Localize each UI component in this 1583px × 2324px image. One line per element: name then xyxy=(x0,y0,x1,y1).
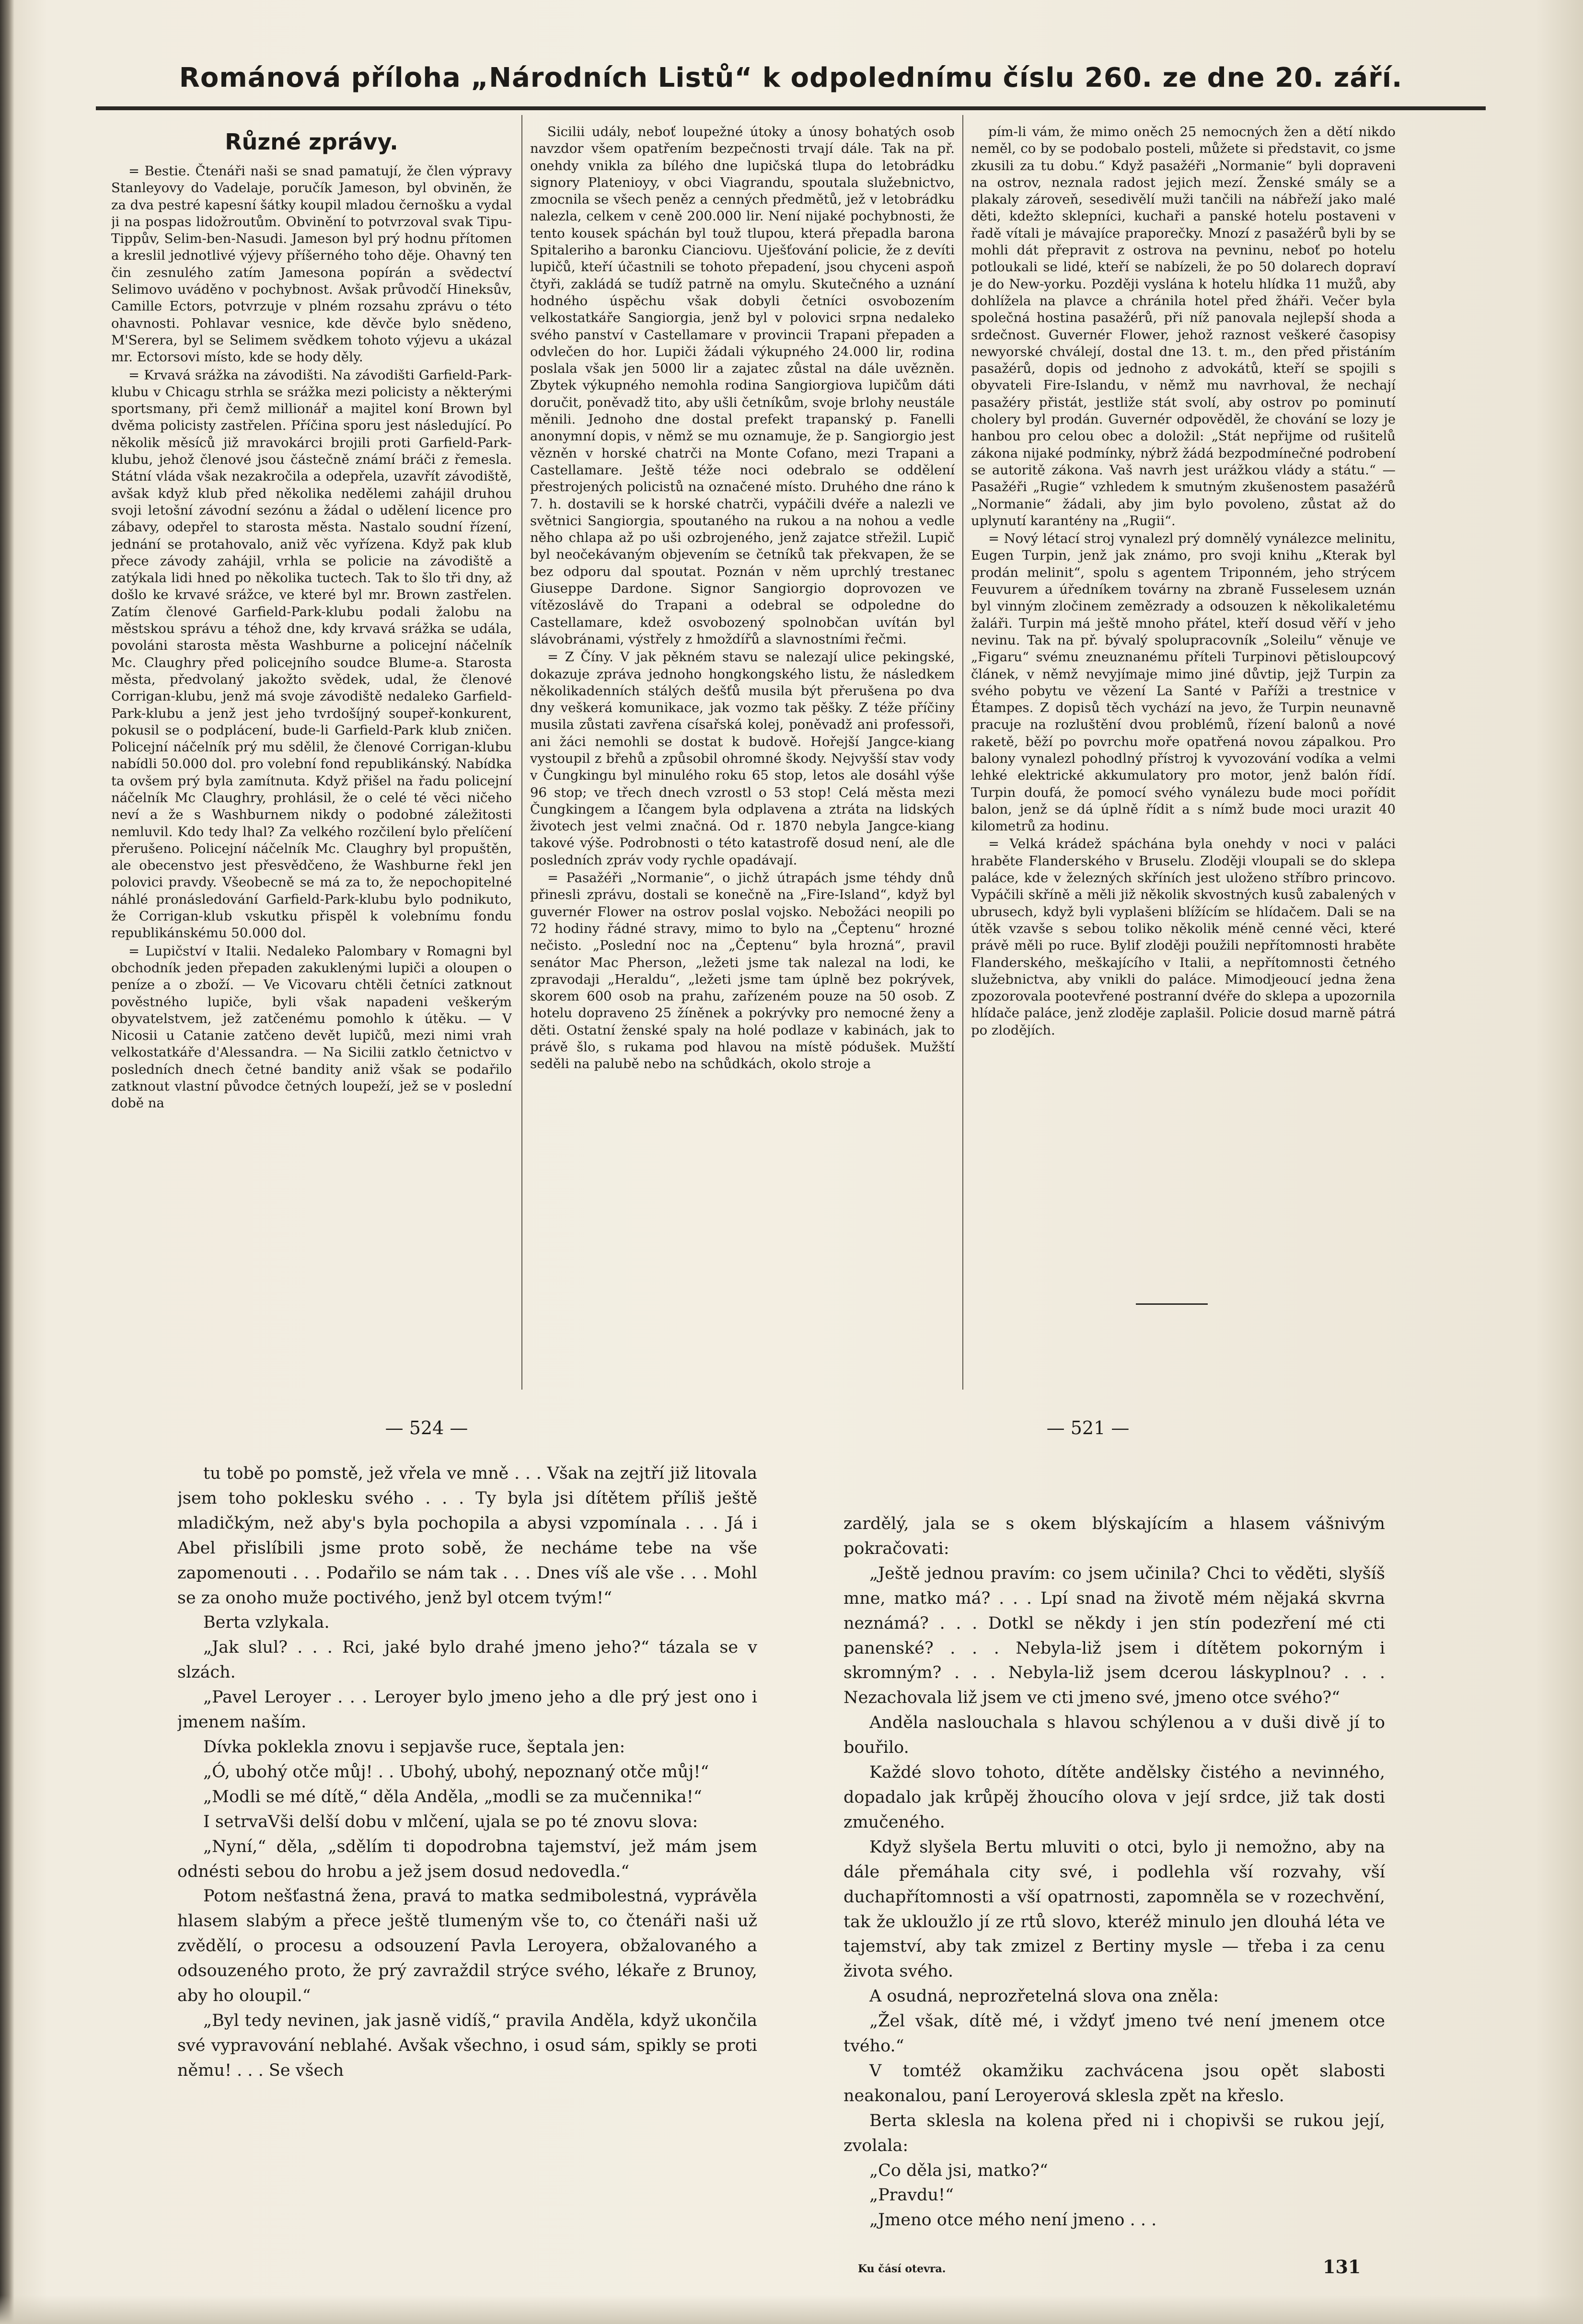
story-paragraph: „Ó, ubohý otče můj! . . Ubohý, ubohý, nepoznaný otče můj!“ xyxy=(203,1762,709,1782)
news-item: = Z Číny. V jak pěkném stavu se nalezají ulice pekingské, dokazuje zpráva jednoho hongkongského listu, že následkem několikadenních stálých dešťů musila být přerušena po dva dny veškerá komunikace, jak vozmo tak pěšky. Z téže příčiny musila zůstati zavřena císařská kolej, poněvadž ani professoři, ani žáci nemohli se dostat k budově. Hořejší Jangce-kiang vystoupil z břehů a způsobil ohromné škody. Nejvyšší stav vody v Čungkingu byl minulého roku 65 stop, letos ale dosáhl výše 96 stop; ve třech dnech vzrostl o 53 stop! Celá města mezi Čungkingem a Ičangem byla odplavena a ztráta na lidských životech jest velmi značná. Od r. 1870 nebyla Jangce-kiang takové výše. Podrobnosti o této katastrofě dosud není, ale dle posledních zpráv vody rychle opadávají. xyxy=(530,649,955,868)
story-paragraph: „Byl tedy nevinen, jak jasně vidíš,“ pravila Anděla, když ukončila své vypravování neblahé. Avšak všechno, i osud sám, spikly se proti němu! . . . Se všech xyxy=(177,2011,757,2080)
story-paragraph: „Ještě jednou pravím: co jsem učinila? Chci to věděti, slyšíš mne, matko má? . . . Lpí snad na životě mém nějaká skvrna neznámá? . . . Dotkl se někdy i jen stín podezření mé cti panenské? . . . Nebyla-liž jsem i dítětem pokorným i skromným? . . . Nebyla-liž jsem dcerou láskyplnou? . . . Nezachovala liž jsem ve cti jmeno své, jmeno otce svého?“ xyxy=(843,1564,1385,1708)
binding-edge xyxy=(0,0,14,2324)
story-paragraph: Anděla naslouchala s hlavou schýlenou a v duši divě jí to bouřilo. xyxy=(843,1713,1385,1758)
column-divider xyxy=(521,115,522,1390)
end-rule xyxy=(1136,1303,1208,1305)
news-item: pím-li vám, že mimo oněch 25 nemocných žen a dětí nikdo neměl, co by se podobalo posteli, můžete si představit, co jsme zkusili za tu dobu.“ Když pasažéři „Normanie“ byli dopraveni na ostrov, neznala radost jejich mezí. Ženské smály se a plakaly zároveň, sesedivělí muži tančili na nábřeží jako malé děti, kdežto sklepníci, kuchaři a panské hotelu postaveni v řadě vítali je mávajíce praporečky. Mnozí z pasažérů byli by se mohli dát přepravit z ostrova na pevninu, neboť po hotelu potloukali se lidé, kteří se nabízeli, že po 50 dolarech dopraví je do New-yorku. Později vyslána k hotelu hlídka 11 mužů, aby dohlížela na plavce a chránila hotel před žháři. Večer byla společná hostina pasažérů, při níž panovala nejlepší shoda a srdečnost. Guvernér Flower, jehož raznost veškeré časopisy newyorské chválejí, dostal dne 13. t. m., den před přistáním pasažérů, dopis od jednoho z advokátů, kteří se spojili s obyvateli Fire-Islandu, v němž mu navrhoval, že nechají pasažéry přistát, jestliže stát svolí, aby ostrov po pominutí cholery byl prodán. Guvernér odpověděl, že chování se lozy je hanbou pro celou obec a doložil: „Stát nepřijme od rušitelů zákona nijaké podmínky, nýbrž žádá bezpodmínečné podrobení se autoritě zákona. Vaš navrh jest urážkou vlády a státu.“ — Pasažéři „Rugie“ vzhledem k smutným zkušenostem pasažérů „Normanie“ žádali, aby jim bylo povoleno, zůstat až do uplynutí karantény na „Rugii“. xyxy=(971,124,1396,529)
story-paragraph: V tomtéž okamžiku zachvácena jsou opět slabosti neakonalou, paní Leroyerová sklesla zpět na křeslo. xyxy=(843,2061,1385,2105)
news-item: = Krvavá srážka na závodišti. Na závodišti Garfield-Park-klubu v Chicagu strhla se srážka mezi policisty a některými sportsmany, při čemž millionář a majitel koní Brown byl dvěma policisty zastřelen. Příčina sporu jest následující. Po několik měsíců již mravokárci brojili proti Garfield-Park-klubu, jehož členové jsou částečně známí bráči z řemesla. Státní vláda však nezakročila a odepřela, uzavřít závodiště, avšak když klub před několika nedělemi zahájil druhou svoji letošní závodní sezónu a žádal o udělení licence pro zábavy, odepřel to starosta města. Nastalo soudní řízení, jednání se protahovalo, aniž věc vyřízena. Když pak klub přece závody zahájil, vrhla se policie na závodiště a zatýkala lidi hned po několika tuctech. Tak to šlo tři dny, až došlo ke krvavé srážce, ve které byl mr. Brown zastřelen. Zatím členové Garfield-Park-klubu podali žalobu na městskou správu a téhož dne, kdy krvavá srážka se udála, povoláni starosta města Washburne a policejní náčelník Mc. Claughry před policejního soudce Blume-a. Starosta města, předvolaný jakožto svědek, udal, že členové Corrigan-klubu, jenž má svoje závodiště nedaleko Garfield-Park-klubu a jenž jest jeho tvrdošíjný soupeř-konkurent, pokusil se o podplácení, bude-li Garfield-Park klub zničen. Policejní náčelník prý mu sdělil, že členové Corrigan-klubu nabídli 50.000 dol. pro volební fond republikánský. Nabídka ta ovšem prý byla zamítnuta. Když přišel na řadu policejní náčelník Mc Claughry, prohlásil, že o celé té věci ničeho neví a že s Washburnem nikdy o podobné záležitosti nemluvil. Kdo tedy lhal? Za velkého rozčilení bylo přelíčení přerušeno. Policejní náčelník Mc. Claughry byl propuštěn, ale obecenstvo jest přesvědčeno, že Washburne řekl jen polovici pravdy. Všeobecně se má za to, že nepochopitelné náhlé pronásledování Garfield-Park-klubu bylo podnikuto, že Corrigan-klub vskutku přispěl k volebnímu fondu republikánskému 50.000 dol. xyxy=(111,367,512,941)
folio-right: — 521 — xyxy=(1046,1417,1130,1438)
column-divider xyxy=(962,115,963,1390)
story-paragraph: „Co děla jsi, matko?“ xyxy=(869,2161,1048,2180)
story-paragraph: „Jak slul? . . . Rci, jaké bylo drahé jmeno jeho?“ tázala se v slzách. xyxy=(177,1638,757,1682)
story-paragraph: Potom nešťastná žena, pravá to matka sedmibolestná, vyprávěla hlasem slabým a přece ještě tlumeným vše to, co čtenáři naši už zvědělí, o procesu a odsouzení Pavla Leroyera, obžalovaného a odsouzeného proto, že prý zavraždil strýce svého, lékaře z Brunoy, aby ho oloupil.“ xyxy=(177,1887,757,2006)
story-paragraph: I setrvaVši delší dobu v mlčení, ujala se po té znovu slova: xyxy=(203,1812,698,1831)
continuation-note: Ku čásí otevra. xyxy=(858,2263,946,2275)
header-rule xyxy=(96,106,1486,110)
story-paragraph: Berta vzlykala. xyxy=(203,1613,330,1633)
story-paragraph: Dívka poklekla znovu i sepjavše ruce, šeptala jen: xyxy=(203,1737,625,1757)
story-paragraph: Berta sklesla na kolena před ni i chopivši se rukou její, zvolala: xyxy=(843,2111,1385,2155)
story-paragraph: „Pavel Leroyer . . . Leroyer bylo jmeno jeho a dle prý jest ono i jmenem naším. xyxy=(177,1688,757,1732)
page-header: Románová příloha „Národních Listů“ k odpolednímu číslu 260. ze dne 20. září. xyxy=(179,62,1403,93)
paper-bottom-edge xyxy=(0,2295,1583,2324)
story-paragraph: tu tobě po pomstě, jež vřela ve mně . . . Však na zejtří již litovala jsem toho poklesku svého . . . Ty byla jsi dítětem příliš ještě mladičkým, než aby's byla pochopila a abysi vzpomínala . . . Já i Abel přislíbili jsme proto sobě, že necháme tebe na vše zapomenouti . . . Podařilo se nám tak . . . Dnes víš ale vše . . . Mohl se za onoho muže poctivého, jenž byl otcem tvým!“ xyxy=(177,1464,757,1608)
novel-left-page xyxy=(177,1461,757,2295)
story-paragraph: „Modli se mé dítě,“ děla Anděla, „modli se za mučennika!“ xyxy=(203,1787,702,1806)
story-paragraph: „Žel však, dítě mé, i vždyť jmeno tvé není jmenem otce tvého.“ xyxy=(843,2012,1385,2056)
story-paragraph: Každé slovo tohoto, dítěte andělsky čistého a nevinného, dopadalo jak krůpěj žhoucího olova v její srdce, již tak dosti zmučeného. xyxy=(843,1763,1385,1832)
page-number: 131 xyxy=(1323,2256,1361,2278)
news-item: = Velká krádež spáchána byla onehdy v noci v paláci hraběte Flanderského v Bruselu. Zloději vloupali se do sklepa paláce, kde v železných skříních jest uloženo stříbro princovo. Vypáčili skříně a měli již několik skvostných kusů zabalených v ubrusech, když byli vyplašeni blížícím se hlídačem. Dali se na útěk vzavše s sebou toliko několik méně cenné věci, které právě měli po ruce. Bylif zloději použili nepřítomnosti hraběte Flanderského, meškajícího v Italii, a nepřítomnosti četného služebnictva, aby vnikli do paláce. Mimodjeoucí jedna žena zpozorovala pootevřené postranní dvéře do sklepa a upozornila hlídače paláce, jenž zloděje zaplašil. Policie dosud marně pátrá po zlodějích. xyxy=(971,836,1396,1038)
news-item: = Bestie. Čtenáři naši se snad pamatují, že člen výpravy Stanleyovy do Vadelaje, poručík Jameson, byl obviněn, že za dva pestré kapesní šátky koupil mladou černošku a vydal ji na pospas lidožroutům. Obvinění to potvrzoval svak Tipu-Tippův, Selim-ben-Nasudi. Jameson byl prý hodnu přítomen a kreslil jednotlivé výjevy příšerného toho děje. Ohavný ten čin zesnulého zatím Jamesona popírán a svědectví Selimovo uváděno v pochybnost. Avšak průvodčí Hineksův, Camille Ectors, potvrzuje v plném rozsahu zprávu o této ohavnosti. Pohlavar vesnice, kde děvče bylo snědeno, M'Serera, byl se Selimem svědkem tohoto výjevu a ukázal mr. Ectorsovi místo, kde se hody děly. xyxy=(111,163,512,365)
news-item: = Nový létací stroj vynalezl prý domnělý vynálezce melinitu, Eugen Turpin, jenž jak známo, pro svoji knihu „Kterak byl prodán melinit“, spolu s agentem Triponném, jeho strýcem Feuvurem a úředníkem továrny na zbraně Fusselesem uznán byl vinným zločinem zemězrady a odsouzen k několikaletému žaláři. Turpin má ještě mnoho přátel, kteří dosud věří v jeho nevinu. Tak na př. bývalý spolupracovník „Soleilu“ věnuje ve „Figaru“ svému zneuznanému příteli Turpinovi pětisloupcový článek, v němž nevyjímaje mimo jiné důvtip, jejž Turpin za svého pobytu ve vězení La Santé v Paříži a trestnice v Étampes. Z dopisů těch vychází na jevo, že Turpin neunavně pracuje na rozluštění dvou problémů, řízení balonů a nové raketě, běží po povrchu moře opatřená novou zápalkou. Pro balony vynalezl pohodlný přístroj k vyvozování vodíka a velmi lehké elektrické akkumulatory pro motor, jenž balón řídí. Turpin doufá, že pomocí svého vynálezu bude moci pořídit balon, jenž se dá úplně řídit a s nímž bude moci urazit 40 kilometrů za hodinu. xyxy=(971,531,1396,834)
left-column xyxy=(111,124,512,1389)
section-title: Různé zprávy. xyxy=(225,129,398,155)
story-paragraph: „Nyní,“ děla, „sdělím ti dopodrobna tajemství, jež mám jsem odnésti sebou do hrobu a jež jsem dosud nedovedla.“ xyxy=(177,1837,757,1881)
novel-right-page xyxy=(843,1512,1385,2259)
news-item: = Pasažéři „Normanie“, o jichž útrapách jsme téhdy dnů přinesli zprávu, dostali se konečně na „Fire-Island“, když byl guvernér Flower na ostrov poslal vojsko. Nebožáci neopili po 72 hodiny řádné stravy, mimo to bylo na „Čeptenu“ hrozné nečisto. „Poslední noc na „Čeptenu“ byla hrozná“, pravil senátor Mac Pherson, „ležeti jsme tak nalezal na lodi, ke zpravodaji „Heraldu“, „ležeti jsme tam úplně bez pokrývek, skorem 600 osob na prahu, zařízeném pouze na 50 osob. Z hotelu dopraveno 25 žíněnek a pokrývky pro nemocné ženy a děti. Ostatní ženské spaly na holé podlaze v kabinách, jak to právě šlo, s rukama pod hlavou na místě pódušek. Mužští seděli na palubě nebo na schůdkách, okolo stroje a xyxy=(530,870,955,1072)
news-item: = Lupičství v Italii. Nedaleko Palombary v Romagni byl obchodník jeden přepaden zakuklenými lupiči a oloupen o peníze a o zboží. — Ve Vicovaru chtěli četníci zatknout pověstného lupiče, byli však napadeni veškerým obyvatelstvem, jež zatčenému pomohlo k útěku. — V Nicosii u Catanie zatčeno devět lupičů, mezi nimi vrah velkostatkáře d'Alessandra. — Na Sicilii zatklo četnictvo v posledních dnech četné bandity aniž však se podařilo zatknout vlastní původce četných loupeží, jež se v poslední době na xyxy=(111,943,512,1111)
story-paragraph: zardělý, jala se s okem blýskajícím a hlasem vášnivým pokračovati: xyxy=(843,1514,1385,1558)
story-paragraph: A osudná, neprozřetelná slova ona zněla: xyxy=(869,1987,1219,2006)
news-item: Sicilii udály, neboť loupežné útoky a únosy bohatých osob navzdor všem opatřením bezpečnosti trvají dále. Tak na př. onehdy vnikla za bílého dne lupičská tlupa do letobrádku signory Platenioyy, v obci Viagrandu, spoutala služebnictvo, zmocnila se všech peněz a cenných předmětů, jež v letobrádku nalezla, celkem v ceně 200.000 lir. Není nijaké pochybnosti, že tento kousek spáchán byl touž tlupou, která přepadla barona Spitaleriho a baronku Cianciovu. Uješťování policie, že z devíti lupičů, kteří účastnili se tohoto přepadení, jsou chyceni aspoň čtyři, zakládá se tudíž patrně na omylu. Skutečného a uznání hodného úspěchu však dobyli četníci osvobozením velkostatkáře Sangiorgia, jenž byl v polovici srpna nedaleko svého panství v Castellamare v provincii Trapani přepaden a odvlečen do hor. Lupiči žádali výkupného 24.000 lir, rodina poslala však jen 5000 lir a zajatec zůstal na dále uvězněn. Zbytek výkupného nemohla rodina Sangiorgiova lupičům dáti doručit, poněvadž tito, aby ušli četníkům, svoje brlohy neustále měnili. Jednoho dne dostal prefekt trapanský p. Fanelli anonymní dopis, v němž se mu oznamuje, že p. Sangiorgio jest vězněn v horské chatrči na Monte Cofano, mezi Trapani a Castellamare. Ještě téže noci odebralo se oddělení přestrojených policistů na označené místo. Druhého dne ráno k 7. h. dostavili se k horské chatrči, vypáčili dvéře a nalezli ve světnici Sangiorgia, spoutaného na rukou a na nohou a vedle něho chlapa až po uši ozbrojeného, jenž zajatce střežil. Lupič byl neočekávaným objevením se četníků tak překvapen, že se bez odporu dal spoutat. Poznán v něm uprchlý trestanec Giuseppe Dardone. Signor Sangiorgio doprovozen ve vítězoslávě do Trapani a odebral se odpoledne do Castellamare, kdež osvobozený spolnobčan uvítán byl slávobránami, výstřely z hmoždířů a slavnostními řečmi. xyxy=(530,124,955,647)
folio-left: — 524 — xyxy=(385,1417,468,1438)
middle-column xyxy=(530,124,955,1389)
right-column xyxy=(971,124,1396,1293)
story-paragraph: „Jmeno otce mého není jmeno . . . xyxy=(869,2210,1157,2230)
story-paragraph: Když slyšela Bertu mluviti o otci, bylo ji nemožno, aby na dále přemáhala city své, i podlehla vší rozvahy, vší duchapřítomnosti a vší opatrnosti, zapomněla se v rozechvění, tak že ukloužlo jí ze rtů slovo, kteréž minulo jen dlouhá léta ve tajemství, aby tak zmizel z Bertiny mysle — třeba i za cenu života svého. xyxy=(843,1837,1385,1981)
story-paragraph: „Pravdu!“ xyxy=(869,2186,954,2205)
